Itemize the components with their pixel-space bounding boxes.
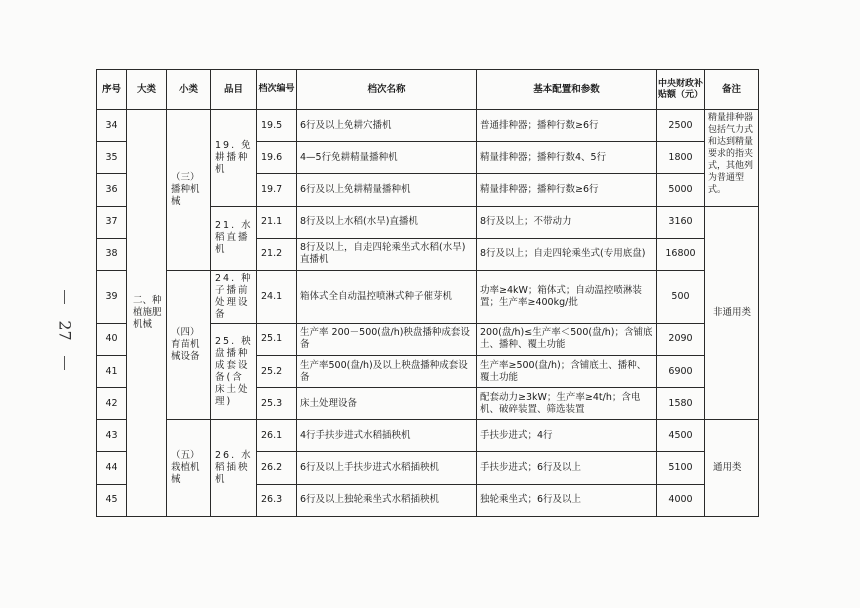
row-name: 生产率500(盘/h)及以上秧盘播种成套设备 (297, 355, 477, 387)
header-config: 基本配置和参数 (477, 70, 657, 110)
row-amount: 16800 (657, 238, 705, 270)
note-cell: 通用类 (705, 420, 759, 517)
row-seq: 43 (97, 420, 127, 452)
item-cell: 19. 免耕播种机 (211, 110, 257, 207)
row-spec: 8行及以上；自走四轮乘坐式(专用底盘) (477, 238, 657, 270)
row-name: 8行及以上水稻(水旱)直播机 (297, 206, 477, 238)
header-grade-code: 档次编号 (257, 70, 297, 110)
row-spec: 独轮乘坐式；6行及以上 (477, 484, 657, 516)
subcategory-cell: （三）播种机械 (167, 110, 211, 271)
row-name: 箱体式全自动温控喷淋式种子催芽机 (297, 270, 477, 323)
row-code: 26.3 (257, 484, 297, 516)
item-cell: 26. 水稻插秧机 (211, 420, 257, 517)
row-seq: 42 (97, 388, 127, 420)
page-number-dash-bottom (64, 356, 65, 370)
row-spec: 精量排种器；播种行数≥6行 (477, 174, 657, 206)
row-amount: 1800 (657, 142, 705, 174)
row-amount: 3160 (657, 206, 705, 238)
item-cell: 24. 种子播前处理设备 (211, 270, 257, 323)
row-code: 26.1 (257, 420, 297, 452)
row-seq: 36 (97, 174, 127, 206)
header-note: 备注 (705, 70, 759, 110)
row-spec: 200(盘/h)≤生产率＜500(盘/h)；含铺底土、播种、覆土功能 (477, 323, 657, 355)
row-spec: 手扶步进式；6行及以上 (477, 452, 657, 484)
header-grade-name: 档次名称 (297, 70, 477, 110)
note-cell: 精量排种器包括气力式和达到精量要求的指夹式，其他列为普通型式。 (705, 110, 759, 207)
row-spec: 8行及以上；不带动力 (477, 206, 657, 238)
row-amount: 6900 (657, 355, 705, 387)
header-seq: 序号 (97, 70, 127, 110)
row-name: 6行及以上免耕穴播机 (297, 110, 477, 142)
row-code: 19.6 (257, 142, 297, 174)
row-code: 25.3 (257, 388, 297, 420)
note-cell: 非通用类 (705, 206, 759, 420)
row-code: 19.5 (257, 110, 297, 142)
row-name: 6行及以上免耕精量播种机 (297, 174, 477, 206)
header-row (97, 70, 759, 110)
subcategory-cell: （四）育苗机械设备 (167, 270, 211, 419)
row-code: 26.2 (257, 452, 297, 484)
row-name: 4行手扶步进式水稻插秧机 (297, 420, 477, 452)
row-spec: 配套动力≥3kW；生产率≥4t/h；含电机、破碎装置、筛选装置 (477, 388, 657, 420)
row-amount: 1580 (657, 388, 705, 420)
row-name: 6行及以上独轮乘坐式水稻插秧机 (297, 484, 477, 516)
row-spec: 功率≥4kW；箱体式；自动温控喷淋装置；生产率≥400kg/批 (477, 270, 657, 323)
row-seq: 45 (97, 484, 127, 516)
page-number-dash-top (64, 290, 65, 304)
row-amount: 5100 (657, 452, 705, 484)
item-cell: 25. 秧盘播种成套设备(含床土处理) (211, 323, 257, 420)
row-spec: 手扶步进式；4行 (477, 420, 657, 452)
row-amount: 500 (657, 270, 705, 323)
row-code: 21.1 (257, 206, 297, 238)
subsidy-table (96, 69, 759, 517)
row-code: 25.2 (257, 355, 297, 387)
row-code: 19.7 (257, 174, 297, 206)
row-seq: 34 (97, 110, 127, 142)
row-seq: 41 (97, 355, 127, 387)
row-spec: 普通排种器；播种行数≥6行 (477, 110, 657, 142)
row-seq: 38 (97, 238, 127, 270)
row-spec: 精量排种器；播种行数4、5行 (477, 142, 657, 174)
page-number-text: 27 (55, 319, 75, 341)
row-seq: 35 (97, 142, 127, 174)
row-name: 生产率 200－500(盘/h)秧盘播种成套设备 (297, 323, 477, 355)
row-amount: 2090 (657, 323, 705, 355)
row-name: 6行及以上手扶步进式水稻插秧机 (297, 452, 477, 484)
row-amount: 4000 (657, 484, 705, 516)
row-seq: 37 (97, 206, 127, 238)
row-code: 21.2 (257, 238, 297, 270)
item-cell: 21. 水稻直播机 (211, 206, 257, 270)
table-row (97, 110, 759, 142)
header-item: 品目 (211, 70, 257, 110)
row-seq: 44 (97, 452, 127, 484)
row-code: 24.1 (257, 270, 297, 323)
row-amount: 5000 (657, 174, 705, 206)
subcategory-cell: （五）栽植机械 (167, 420, 211, 517)
row-amount: 2500 (657, 110, 705, 142)
row-name: 8行及以上，自走四轮乘坐式水稻(水旱)直播机 (297, 238, 477, 270)
row-spec: 生产率≥500(盘/h)；含铺底土、播种、覆土功能 (477, 355, 657, 387)
row-amount: 4500 (657, 420, 705, 452)
table-row (97, 270, 759, 323)
header-subsidy: 中央财政补贴额（元） (657, 70, 705, 110)
page-number (55, 300, 75, 360)
header-category: 大类 (127, 70, 167, 110)
row-code: 25.1 (257, 323, 297, 355)
header-subcategory: 小类 (167, 70, 211, 110)
table-row (97, 420, 759, 452)
row-name: 床土处理设备 (297, 388, 477, 420)
row-seq: 39 (97, 270, 127, 323)
category-cell: 二、种植施肥机械 (127, 110, 167, 517)
row-seq: 40 (97, 323, 127, 355)
row-name: 4—5行免耕精量播种机 (297, 142, 477, 174)
